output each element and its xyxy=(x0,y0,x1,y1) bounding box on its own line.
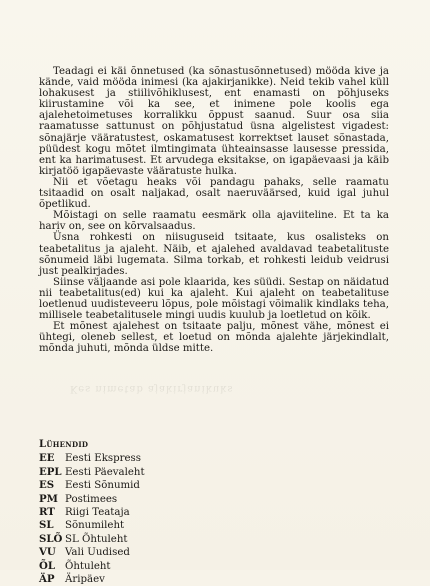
abbreviations-title: Lühendid xyxy=(39,439,89,450)
abbreviation-item xyxy=(39,546,239,559)
body-text xyxy=(39,66,389,354)
abbreviation-name: Sõnumileht xyxy=(65,520,125,532)
bleed-through-text: Kes nimetab ajakirjanikuks xyxy=(70,383,234,394)
abbreviation-item xyxy=(39,493,239,506)
abbreviations-list xyxy=(39,438,239,586)
abbreviation-name: SL Õhtuleht xyxy=(65,533,128,545)
abbreviation-name: Õhtuleht xyxy=(65,560,111,572)
abbreviation-name: Eesti Sõnumid xyxy=(65,480,140,492)
abbreviation-code: ES xyxy=(39,479,55,492)
abbreviation-item xyxy=(39,466,239,479)
abbreviation-code: VU xyxy=(39,546,56,559)
abbreviation-code: ÄP xyxy=(39,573,55,586)
abbreviation-item xyxy=(39,506,239,519)
abbreviation-code: EE xyxy=(39,452,55,465)
abbreviation-name: Riigi Teataja xyxy=(65,507,130,519)
paragraph: Et mõnest ajalehest on tsitaate palju, mõnest vähe, mõnest ei ühtegi, oleneb sellest, et loetud on mõnda ajalehte järjekindlalt, mõnda juhuti, mõnda üldse mitte. xyxy=(39,321,389,355)
paragraph: Üsna rohkesti on niisuguseid tsitaate, kus osalisteks on teabetalitus ja ajaleht. Näib, et ajalehed avaldavad teabetalituste sõnumeid läbi lugemata. Silma torkab, et rohkesti leidub veidrusi just pealkirjades. xyxy=(39,232,389,277)
abbreviation-item xyxy=(39,519,239,532)
abbreviation-name: Äripäev xyxy=(65,574,105,586)
abbreviation-name: Postimees xyxy=(65,493,118,505)
abbreviation-code: SLÕ xyxy=(39,532,63,545)
abbreviation-item xyxy=(39,573,239,586)
abbreviation-item xyxy=(39,479,239,492)
abbreviation-name: Eesti Päevaleht xyxy=(65,466,145,478)
abbreviation-code: RT xyxy=(39,506,55,519)
abbreviation-item xyxy=(39,452,239,465)
abbreviation-item xyxy=(39,533,239,546)
abbreviation-code: PM xyxy=(39,492,58,505)
abbreviation-name: Vali Uudised xyxy=(65,547,130,559)
abbreviation-code: EPL xyxy=(39,465,62,478)
abbreviation-code: ÕL xyxy=(39,559,56,572)
abbreviation-name: Eesti Ekspress xyxy=(65,453,141,465)
paragraph: Siinse väljaande asi pole klaarida, kes süüdi. Sestap on näidatud nii teabetalitus(ed) kui ka ajaleht. Kui ajaleht on teabetalituse loetlenud uudisteveeru lõpus, pole mõistagi võimalik kindlaks teha, millisele teabetalitusele mingi uudis kuulub ja loetletud on kõik. xyxy=(39,276,389,322)
paragraph: Mõistagi on selle raamatu eesmärk olla ajaviiteline. Et ta ka hariv on, see on kõrvalsaadus. xyxy=(39,210,389,233)
paragraph: Nii et võetagu heaks või pandagu pahaks, selle raamatu tsitaadid on osalt naljakad, osalt naeruväärsed, kuid igal juhul õpetlikud. xyxy=(39,176,389,211)
paragraph: Teadagi ei käi õnnetused (ka sõnastusõnnetused) mööda kive ja kände, vaid mööda inimesi (ka ajakirjanikke). Neid tekib vahel küll lohakusest ja stiilivõhiklusest, ent enamasti on põhjuseks kiirustamine või ka see, et inimene pole koolis ega ajalehetoimetuses korralikku õppust saanud. Suur osa siia raamatusse sattunust on põhjustatud üsna algelistest vigadest: sõnajärje vääratustest, oskamatusest korrektset lauset sõnastada, püüdest kogu mõtet ilmtingimata ühteainsasse lausesse pressida, ent ka harimatusest. Et arvudega eksitakse, on igapäevaasi ja käib kirjatöö igapäevaste vääratuste hulka. xyxy=(39,66,389,177)
abbreviation-code: SL xyxy=(39,519,54,532)
abbreviation-item xyxy=(39,560,239,573)
